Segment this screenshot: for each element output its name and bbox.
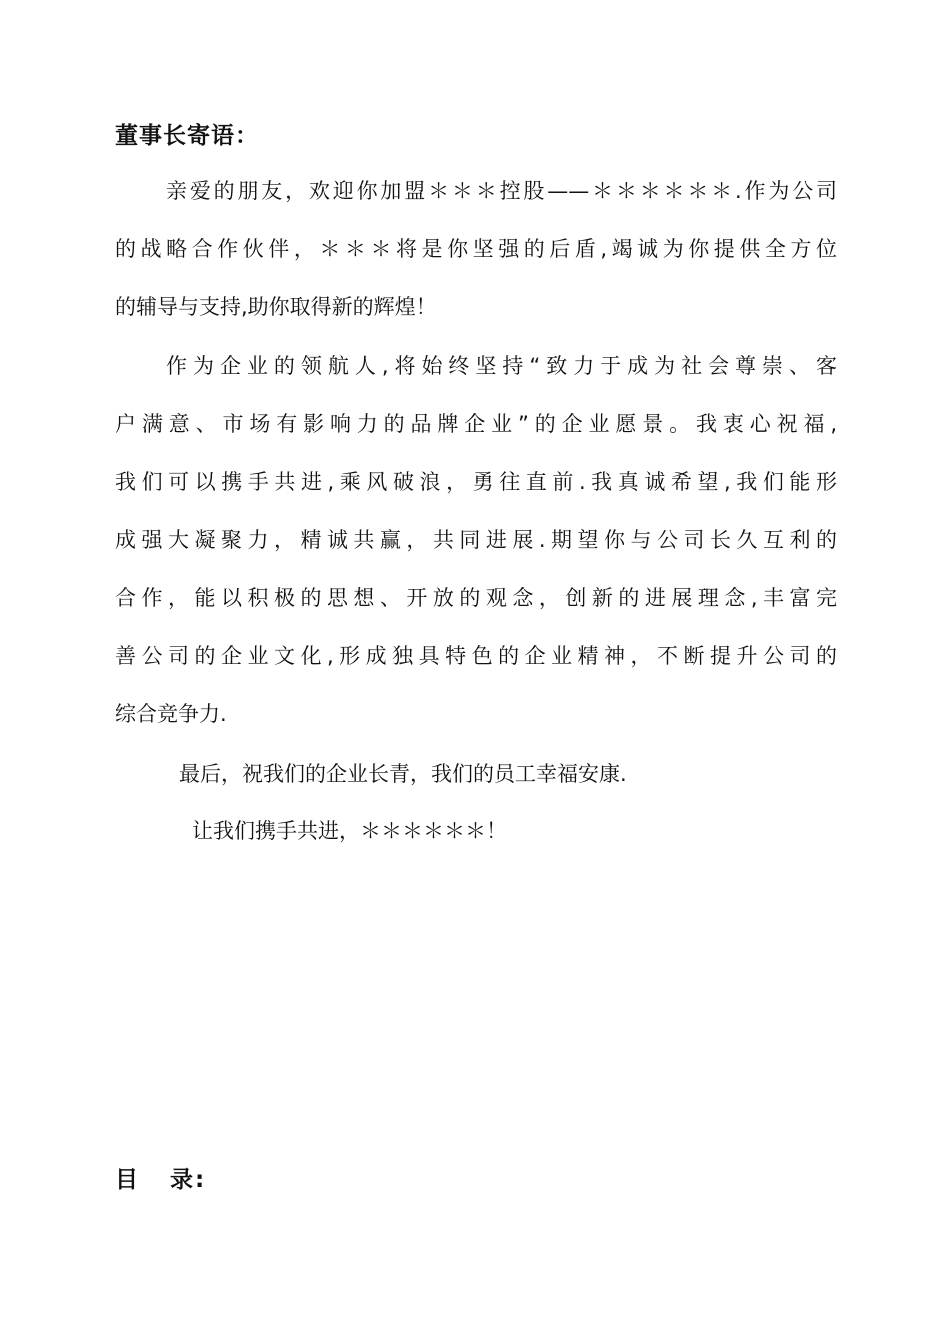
paragraph-line: 合作，能以积极的思想、开放的观念，创新的进展理念,丰富完 — [115, 586, 837, 610]
paragraph-line: 的战略合作伙伴，＊＊＊将是你坚强的后盾,竭诚为你提供全方位 — [115, 237, 837, 261]
toc-heading-part: 目 — [115, 1167, 140, 1193]
paragraph-line: 亲爱的朋友，欢迎你加盟＊＊＊控股——＊＊＊＊＊＊.作为公司 — [166, 179, 837, 203]
toc-heading-part: 录: — [170, 1167, 207, 1193]
paragraph-line: 成强大凝聚力，精诚共赢，共同进展.期望你与公司长久互利的 — [115, 528, 837, 552]
toc-heading — [115, 1161, 206, 1194]
page-title: 董事长寄语： — [115, 123, 259, 149]
closing-line: 最后，祝我们的企业长青，我们的员工幸福安康. — [179, 762, 627, 786]
paragraph-line: 户满意、市场有影响力的品牌企业”的企业愿景。我衷心祝福, — [115, 412, 837, 436]
closing-line: 让我们携手共进，＊＊＊＊＊＊！ — [192, 819, 507, 843]
paragraph-line: 的辅导与支持,助你取得新的辉煌！ — [115, 295, 437, 319]
paragraph-line: 我们可以携手共进,乘风破浪，勇往直前.我真诚希望,我们能形 — [115, 470, 837, 494]
paragraph-line: 作为企业的领航人,将始终坚持“致力于成为社会尊崇、客 — [166, 354, 837, 378]
paragraph-line: 综合竞争力. — [115, 702, 227, 726]
paragraph-line: 善公司的企业文化,形成独具特色的企业精神，不断提升公司的 — [115, 644, 837, 668]
